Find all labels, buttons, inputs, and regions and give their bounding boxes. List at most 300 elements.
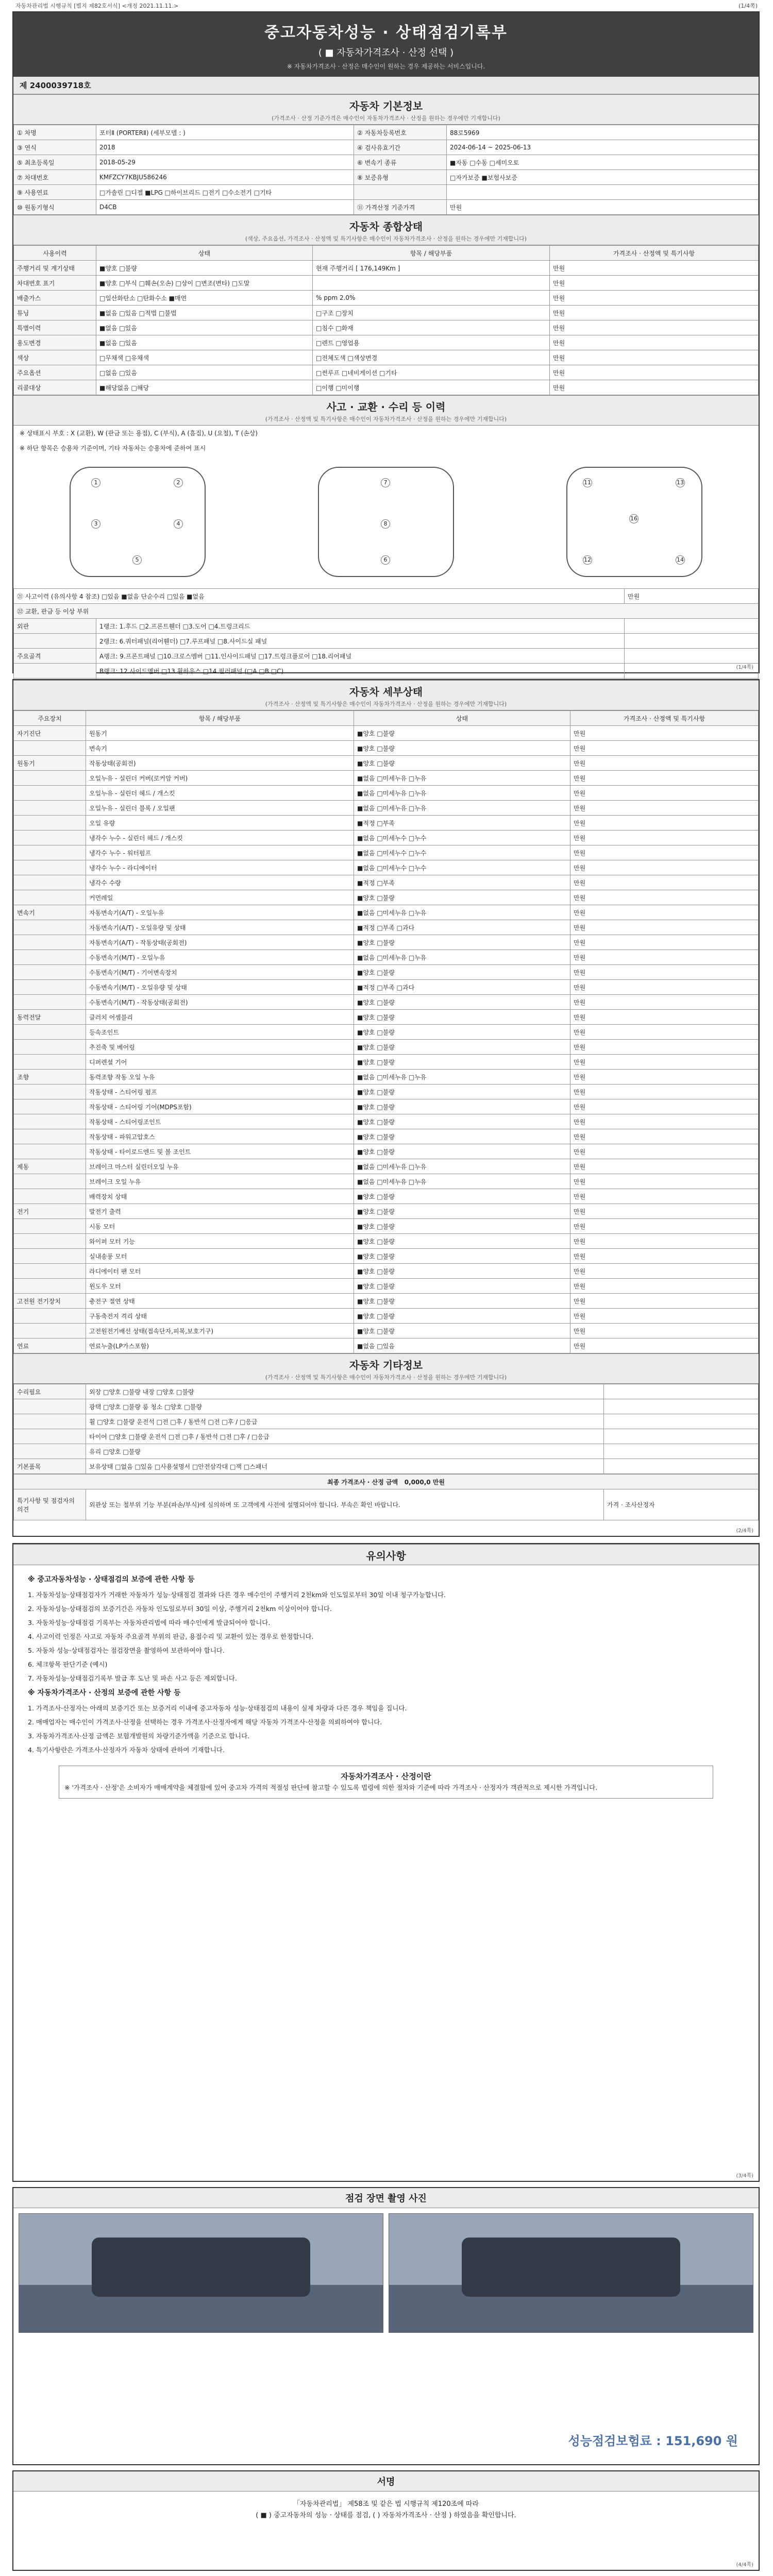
detail-group	[14, 1084, 86, 1099]
detail-group	[14, 875, 86, 890]
basic-label: ⑦ 차대번호	[14, 170, 96, 185]
accident-legend: ※ 상태표시 부호 : X (교환), W (판금 또는 용접), C (부식), A (흠집), U (요철), T (손상)	[20, 430, 258, 437]
general-item-detail: 현재 주행거리 [ 176,149Km ]	[313, 261, 550, 276]
detail-state: ■양호 □불량	[354, 1264, 570, 1279]
detail-item: 오일 유량	[86, 816, 354, 831]
detail-state: ■양호 □불량	[354, 1084, 570, 1099]
form-header-bar	[0, 0, 773, 11]
other-item: 외장 □양호 □불량 내장 □양호 □불량	[86, 1384, 604, 1399]
detail-item: 냉각수 누수 - 라디에이터	[86, 860, 354, 875]
general-state-title: 자동차 종합상태	[349, 221, 423, 233]
table-row	[14, 125, 759, 140]
general-item-state: ■양호 □부식 □훼손(오손) □상이 □변조(변타) □도말	[96, 276, 313, 291]
detail-group	[14, 1055, 86, 1070]
other-item: 광택 □양호 □불량 룸 청소 □양호 □불량	[86, 1399, 604, 1414]
notes-content	[13, 1565, 759, 1814]
table-row	[14, 335, 759, 350]
table-row	[14, 140, 759, 155]
detail-item: 연료누출(LP가스포함)	[86, 1338, 354, 1353]
detail-price: 만원	[570, 1025, 759, 1040]
table-row	[14, 306, 759, 320]
detail-group	[14, 890, 86, 905]
detail-state: ■없음 □미세누유 □누유	[354, 801, 570, 816]
page-number-3: (3/4쪽)	[736, 2173, 753, 2179]
detail-item: 브레이크 마스터 실린더오일 누유	[86, 1159, 354, 1174]
table-row	[14, 920, 759, 935]
detail-state: ■양호 □불량	[354, 965, 570, 980]
table-row	[14, 995, 759, 1010]
detail-item: 배력장치 상태	[86, 1189, 354, 1204]
notes-heading-1: ※ 중고자동차성능 · 상태점검의 보증에 관한 사항 등	[28, 1575, 195, 1584]
basic-value: KMFZCY7KBJU586246	[96, 170, 354, 185]
detail-item: 오일누유 - 실린더 헤드 / 개스킷	[86, 786, 354, 801]
detail-state: ■양호 □불량	[354, 1099, 570, 1114]
detail-item: 작동상태 - 스티어링 기어(MDPS포함)	[86, 1099, 354, 1114]
accident-parts-title: ㉒ 교환, 판금 등 이상 부위	[14, 604, 759, 619]
detail-group	[14, 935, 86, 950]
detail-item: 자동변속기(A/T) - 오일누유	[86, 905, 354, 920]
detail-group	[14, 1144, 86, 1159]
general-item-detail	[313, 276, 550, 291]
detail-price: 만원	[570, 935, 759, 950]
special-notes-label: 특기사항 및 점검자의 의견	[14, 1489, 86, 1520]
detail-table	[13, 710, 759, 1353]
signature-line-1: 「자동차관리법」 제58조 및 같은 법 시행규칙 제120조에 따라	[293, 2500, 479, 2508]
detail-section-title	[13, 680, 759, 710]
other-group	[14, 1399, 86, 1414]
detail-price: 만원	[570, 995, 759, 1010]
table-row	[14, 1399, 759, 1414]
other-group: 수리필요	[14, 1384, 86, 1399]
table-row	[14, 965, 759, 980]
detail-price: 만원	[570, 1084, 759, 1099]
detail-state: ■양호 □불량	[354, 1234, 570, 1249]
detail-price: 만원	[570, 1294, 759, 1309]
other-price	[604, 1444, 759, 1459]
car-diagram-frame-icon: 11 13 16 12 14	[566, 467, 702, 577]
inspection-photo-1	[19, 2213, 383, 2333]
detail-state: ■적정 □부족 □과다	[354, 920, 570, 935]
price-definition-title: 자동차가격조사 · 산정이란	[341, 1772, 431, 1781]
general-item-price: 만원	[550, 365, 759, 380]
table-row	[14, 365, 759, 380]
detail-price: 만원	[570, 1189, 759, 1204]
detail-group	[14, 1279, 86, 1294]
basic-value: □가솔린 □디젤 ■LPG □하이브리드 □전기 □수소전기 □기타	[96, 185, 354, 200]
detail-state: ■양호 □불량	[354, 1249, 570, 1264]
reviewer-label: 가격 · 조사산정자	[604, 1489, 759, 1520]
other-group	[14, 1444, 86, 1459]
detail-item: 작동상태 - 스티어링조인트	[86, 1114, 354, 1129]
detail-price: 만원	[570, 1279, 759, 1294]
basic-label: ⑤ 최초등록일	[14, 155, 96, 170]
notes-heading-2: ※ 자동차가격조사 · 산정의 보증에 관한 사항 등	[28, 1689, 181, 1697]
table-row	[14, 1025, 759, 1040]
column-header: 사용이력	[14, 246, 96, 261]
detail-price: 만원	[570, 1204, 759, 1219]
table-row	[14, 1174, 759, 1189]
basic-label: ⑨ 사용연료	[14, 185, 96, 200]
table-row	[14, 1070, 759, 1084]
detail-state: ■없음 □미세누유 □누유	[354, 950, 570, 965]
table-row	[14, 170, 759, 185]
document-note: ※ 자동차가격조사 · 산정은 매수인이 원하는 경우 제공하는 서비스입니다.	[287, 63, 485, 70]
detail-group	[14, 995, 86, 1010]
basic-label: ② 자동차등록번호	[354, 125, 447, 140]
basic-label: ⑥ 변속기 종류	[354, 155, 447, 170]
table-row	[14, 980, 759, 995]
rankB-row: B랭크: 12.사이드멤버 □13.휠하우스 □14.필러패널 (□A □B □C)	[96, 664, 625, 679]
notes-title: 유의사항	[366, 1550, 406, 1562]
table-row	[14, 291, 759, 306]
detail-price: 만원	[570, 1055, 759, 1070]
detail-group	[14, 1189, 86, 1204]
detail-state: ■양호 □불량	[354, 1189, 570, 1204]
general-item-name: 주요옵션	[14, 365, 96, 380]
general-state-table	[13, 245, 759, 395]
detail-group: 고전원 전기장치	[14, 1294, 86, 1309]
basic-value: 포터Ⅱ (PORTERⅡ) (세부모델 : )	[96, 125, 354, 140]
detail-price: 만원	[570, 756, 759, 771]
detail-state: ■양호 □불량	[354, 935, 570, 950]
detail-state: ■양호 □불량	[354, 1010, 570, 1025]
basic-value: D4CB	[96, 200, 354, 215]
other-price	[604, 1459, 759, 1474]
detail-price: 만원	[570, 1010, 759, 1025]
table-row	[14, 185, 759, 200]
detail-group	[14, 950, 86, 965]
accident-section-title	[13, 395, 759, 426]
vehicle-diagram	[13, 455, 759, 588]
detail-state: ■양호 □불량	[354, 1114, 570, 1129]
accident-title: 사고 · 교환 · 수리 등 이력	[326, 401, 446, 413]
document-title: 중고자동차성능 · 상태점검기록부	[264, 24, 508, 42]
basic-value: ■자동 □수동 □세미오토	[447, 155, 759, 170]
general-item-name: 튜닝	[14, 306, 96, 320]
general-item-name: 리콜대상	[14, 380, 96, 395]
detail-state: ■적정 □부족	[354, 875, 570, 890]
document-subtitle: ( ■ 자동차가격조사 · 산정 선택 )	[318, 47, 454, 58]
detail-item: 작동상태(공회전)	[86, 756, 354, 771]
list-item: 4. 특기사항란은 가격조사·산정자가 자동차 상태에 관하여 기재합니다.	[28, 1746, 225, 1754]
other-item: 유리 □양호 □불량	[86, 1444, 604, 1459]
certificate-number: 제 2400039718호	[13, 77, 759, 94]
form-law-reference: 자동차관리법 시행규칙 [별지 제82호서식] <개정 2021.11.11.>	[15, 3, 179, 9]
document-header	[13, 12, 759, 77]
notes-section-title	[13, 1544, 759, 1565]
table-row	[14, 1055, 759, 1070]
table-row	[14, 1279, 759, 1294]
table-row	[14, 726, 759, 741]
detail-item: 발전기 출력	[86, 1204, 354, 1219]
list-item: 2. 자동차성능·상태점검의 보증기간은 자동차 인도일로부터 30일 이상, 주행거리 2천km 이상이어야 합니다.	[28, 1605, 332, 1613]
general-item-detail: □구조 □장치	[313, 306, 550, 320]
list-item: 5. 자동차 성능·상태점검자는 점검장면을 촬영하여 보관하여야 합니다.	[28, 1647, 225, 1654]
general-item-detail: □썬루프 □네비게이션 □기타	[313, 365, 550, 380]
detail-item: 수동변속기(M/T) - 오일누유	[86, 950, 354, 965]
basic-label: ① 차명	[14, 125, 96, 140]
signature-line-2: ( ■ ) 중고자동차의 성능 · 상태를 점검, ( ) 자동차가격조사 · 산정 ) 하였음을 확인합니다.	[256, 2512, 516, 2519]
detail-state: ■양호 □불량	[354, 1129, 570, 1144]
detail-state: ■없음 □미세누유 □누유	[354, 1174, 570, 1189]
detail-group	[14, 1099, 86, 1114]
general-item-detail: % ppm 2.0%	[313, 291, 550, 306]
general-item-state: ■없음 □있음 □적법 □불법	[96, 306, 313, 320]
basic-value: 88로5969	[447, 125, 759, 140]
page-4-photos	[12, 2187, 760, 2465]
detail-price: 만원	[570, 1234, 759, 1249]
detail-group	[14, 860, 86, 875]
photo-section-title: 점검 장면 촬영 사진	[13, 2188, 759, 2208]
table-row	[14, 771, 759, 786]
general-item-detail: □침수 □화재	[313, 320, 550, 335]
table-row	[14, 1444, 759, 1459]
detail-group	[14, 801, 86, 816]
detail-item: 등속조인트	[86, 1025, 354, 1040]
detail-item: 냉각수 수량	[86, 875, 354, 890]
detail-state: ■없음 □미세누수 □누수	[354, 845, 570, 860]
general-item-state: □무채색 □유채색	[96, 350, 313, 365]
table-row	[14, 786, 759, 801]
detail-group	[14, 845, 86, 860]
detail-state: ■없음 □미세누유 □누유	[354, 786, 570, 801]
table-row	[14, 890, 759, 905]
detail-group	[14, 1249, 86, 1264]
basic-value: 2024-06-14 ~ 2025-06-13	[447, 140, 759, 155]
table-row	[14, 816, 759, 831]
detail-item: 원동기	[86, 726, 354, 741]
detail-item: 작동상태 - 파워고압호스	[86, 1129, 354, 1144]
detail-state: ■없음 □미세누유 □누유	[354, 1070, 570, 1084]
detail-item: 변속기	[86, 741, 354, 756]
table-row	[14, 1459, 759, 1474]
table-row	[14, 1309, 759, 1324]
detail-item: 오일누유 - 실린더 블록 / 오일팬	[86, 801, 354, 816]
detail-item: 커먼레일	[86, 890, 354, 905]
detail-state: ■없음 □미세누유 □누유	[354, 771, 570, 786]
accident-subtitle: (가격조사 · 산정액 및 특기사항은 매수인이 자동차가격조사 · 산정을 원하는 경우에만 기재합니다)	[265, 416, 507, 422]
page-2	[12, 679, 760, 1537]
detail-state: ■양호 □불량	[354, 1204, 570, 1219]
other-title: 자동차 기타정보	[349, 1359, 423, 1371]
detail-state: ■양호 □불량	[354, 1324, 570, 1338]
detail-group: 변속기	[14, 905, 86, 920]
other-group	[14, 1429, 86, 1444]
special-notes-text: 외관상 또는 철부위 기능 부분(파손/부식)에 심의하며 또 고객에게 사전에 설명되어야 합니다. 부속은 확인 바랍니다.	[86, 1489, 604, 1520]
detail-item: 오일누유 - 실린더 커버(로커암 커버)	[86, 771, 354, 786]
detail-group	[14, 1309, 86, 1324]
column-header: 상태	[354, 711, 570, 726]
general-item-name: 주행거리 및 계기상태	[14, 261, 96, 276]
list-item: 7. 자동차성능·상태점검기록부 발급 후 도난 및 파손 사고 등은 제외합니다.	[28, 1674, 237, 1682]
table-row	[14, 1338, 759, 1353]
detail-group	[14, 1114, 86, 1129]
page-number-4: (4/4쪽)	[736, 2562, 753, 2568]
detail-group: 자기진단	[14, 726, 86, 741]
detail-group	[14, 1129, 86, 1144]
table-row	[14, 950, 759, 965]
basic-label: ④ 검사유효기간	[354, 140, 447, 155]
list-item: 1. 자동차성능·상태점검자가 거래한 자동차가 성능·상태점검 결과와 다른 경우 매수인이 주행거리 2천km와 인도일로부터 30일 이내 청구가능합니다.	[28, 1591, 446, 1599]
detail-price: 만원	[570, 920, 759, 935]
general-item-price: 만원	[550, 276, 759, 291]
detail-state: ■양호 □불량	[354, 1055, 570, 1070]
frame-label: 주요골격	[14, 649, 96, 664]
detail-price: 만원	[570, 726, 759, 741]
detail-state: ■양호 □불량	[354, 890, 570, 905]
detail-item: 와이퍼 모터 기능	[86, 1234, 354, 1249]
detail-item: 충전구 절연 상태	[86, 1294, 354, 1309]
signature-text	[13, 2492, 759, 2529]
detail-group	[14, 741, 86, 756]
table-row	[14, 380, 759, 395]
basic-info-section-title	[13, 94, 759, 125]
detail-group	[14, 1025, 86, 1040]
detail-price: 만원	[570, 1249, 759, 1264]
list-item: 6. 체크항목 판단기준 (예시)	[28, 1660, 108, 1668]
detail-group	[14, 816, 86, 831]
rank2-row: 2랭크: 6.쿼터패널(리어휀더) □7.루프패널 □8.사이드실 패널	[96, 634, 625, 649]
detail-price: 만원	[570, 1099, 759, 1114]
detail-group	[14, 1219, 86, 1234]
final-price-value: 0,000,0 만원	[404, 1478, 445, 1486]
detail-group: 전기	[14, 1204, 86, 1219]
table-row	[14, 1084, 759, 1099]
inspection-photo-2	[389, 2213, 753, 2333]
general-item-name: 색상	[14, 350, 96, 365]
basic-info-title: 자동차 기본정보	[349, 100, 423, 112]
detail-group	[14, 1174, 86, 1189]
car-diagram-left-icon: 1 2 3 4 5	[70, 467, 206, 577]
detail-group	[14, 1324, 86, 1338]
general-item-price: 만원	[550, 291, 759, 306]
detail-group	[14, 771, 86, 786]
signature-section	[12, 2470, 760, 2571]
table-row	[14, 350, 759, 365]
other-group	[14, 1414, 86, 1429]
detail-item: 수동변속기(M/T) - 기어변속장치	[86, 965, 354, 980]
accident-history-row: ㉑ 사고이력 (유의사항 4 참조) □있음 ■없음 단순수리 □있음 ■없음	[14, 589, 625, 604]
list-item: 1. 가격조사·산정자는 아래의 보증기간 또는 보증거리 이내에 중고자동차 성능·상태점검의 내용이 실제 차량과 다른 경우 책임을 집니다.	[28, 1704, 407, 1712]
detail-state: ■양호 □불량	[354, 1279, 570, 1294]
detail-state: ■양호 □불량	[354, 995, 570, 1010]
detail-item: 실내송풍 모터	[86, 1249, 354, 1264]
general-item-state: □없음 □있음	[96, 365, 313, 380]
general-item-price: 만원	[550, 320, 759, 335]
detail-group	[14, 965, 86, 980]
detail-state: ■양호 □불량	[354, 1040, 570, 1055]
detail-item: 시동 모터	[86, 1219, 354, 1234]
column-header: 상태	[96, 246, 313, 261]
detail-item: 윈도우 모터	[86, 1279, 354, 1294]
detail-item: 브레이크 오일 누유	[86, 1174, 354, 1189]
detail-price: 만원	[570, 965, 759, 980]
detail-price: 만원	[570, 950, 759, 965]
general-item-state: ■해당없음 □해당	[96, 380, 313, 395]
detail-price: 만원	[570, 1070, 759, 1084]
other-price	[604, 1384, 759, 1399]
table-row	[14, 1189, 759, 1204]
column-header: 항목 / 해당부품	[86, 711, 354, 726]
detail-group	[14, 786, 86, 801]
detail-price: 만원	[570, 845, 759, 860]
detail-price: 만원	[570, 1174, 759, 1189]
table-row	[14, 1114, 759, 1129]
detail-price: 만원	[570, 1040, 759, 1055]
table-row	[14, 1324, 759, 1338]
table-row	[14, 875, 759, 890]
table-row	[14, 1384, 759, 1399]
other-price	[604, 1399, 759, 1414]
table-row	[14, 1144, 759, 1159]
detail-title: 자동차 세부상태	[349, 686, 423, 698]
table-row	[14, 1264, 759, 1279]
detail-state: ■없음 □있음	[354, 1338, 570, 1353]
general-item-name: 용도변경	[14, 335, 96, 350]
detail-state: ■양호 □불량	[354, 1294, 570, 1309]
column-header: 주요장치	[14, 711, 86, 726]
basic-value: 만원	[447, 200, 759, 215]
detail-price: 만원	[570, 875, 759, 890]
other-item: 타이어 □양호 □불량 운전석 □전 □후 / 동반석 □전 □후 / □응급	[86, 1429, 604, 1444]
signature-title: 서명	[13, 2471, 759, 2492]
detail-price: 만원	[570, 905, 759, 920]
detail-state: ■없음 □미세누유 □누유	[354, 905, 570, 920]
table-row	[14, 1429, 759, 1444]
detail-state: ■없음 □미세누수 □누수	[354, 860, 570, 875]
table-row	[14, 276, 759, 291]
general-item-price: 만원	[550, 350, 759, 365]
detail-state: ■양호 □불량	[354, 1219, 570, 1234]
detail-group	[14, 1264, 86, 1279]
general-item-detail: □전체도색 □색상변경	[313, 350, 550, 365]
detail-group	[14, 831, 86, 845]
page-3	[12, 1543, 760, 2182]
table-row	[14, 741, 759, 756]
table-row	[14, 801, 759, 816]
general-item-price: 만원	[550, 261, 759, 276]
general-item-price: 만원	[550, 335, 759, 350]
detail-subtitle: (가격조사 · 산정액 및 특기사항은 매수인이 자동차가격조사 · 산정을 원하는 경우에만 기재합니다)	[265, 701, 507, 707]
column-header: 가격조사 · 산정액 및 특기사항	[570, 711, 759, 726]
detail-state: ■양호 □불량	[354, 726, 570, 741]
detail-state: ■양호 □불량	[354, 1025, 570, 1040]
detail-item: 디퍼렌셜 기어	[86, 1055, 354, 1070]
other-table	[13, 1384, 759, 1474]
detail-price: 만원	[570, 1264, 759, 1279]
list-item: 2. 매매업자는 매수인이 가격조사·산정을 선택하는 경우 가격조사·산정자에게 해당 자동차 가격조사·산정을 의뢰하여야 합니다.	[28, 1718, 382, 1726]
table-row	[14, 1129, 759, 1144]
table-row	[14, 261, 759, 276]
table-row	[14, 1010, 759, 1025]
table-row	[14, 1234, 759, 1249]
detail-group: 제동	[14, 1159, 86, 1174]
detail-state: ■없음 □미세누수 □누수	[354, 831, 570, 845]
general-item-name: 차대번호 표기	[14, 276, 96, 291]
page-number-1: (1/4쪽)	[736, 665, 753, 670]
detail-item: 클러치 어셈블리	[86, 1010, 354, 1025]
detail-state: ■양호 □불량	[354, 1309, 570, 1324]
basic-label: ⑧ 보증유형	[354, 170, 447, 185]
detail-group: 연료	[14, 1338, 86, 1353]
other-price	[604, 1414, 759, 1429]
page-number-2: (2/4쪽)	[736, 1528, 753, 1534]
detail-group: 조향	[14, 1070, 86, 1084]
accident-price: 만원	[625, 589, 759, 604]
other-item: 휠 □양호 □불량 운전석 □전 □후 / 동반석 □전 □후 / □응급	[86, 1414, 604, 1429]
detail-item: 고전원전기배선 상태(접속단자,피복,보호기구)	[86, 1324, 354, 1338]
basic-value: □자가보증 ■보험사보증	[447, 170, 759, 185]
